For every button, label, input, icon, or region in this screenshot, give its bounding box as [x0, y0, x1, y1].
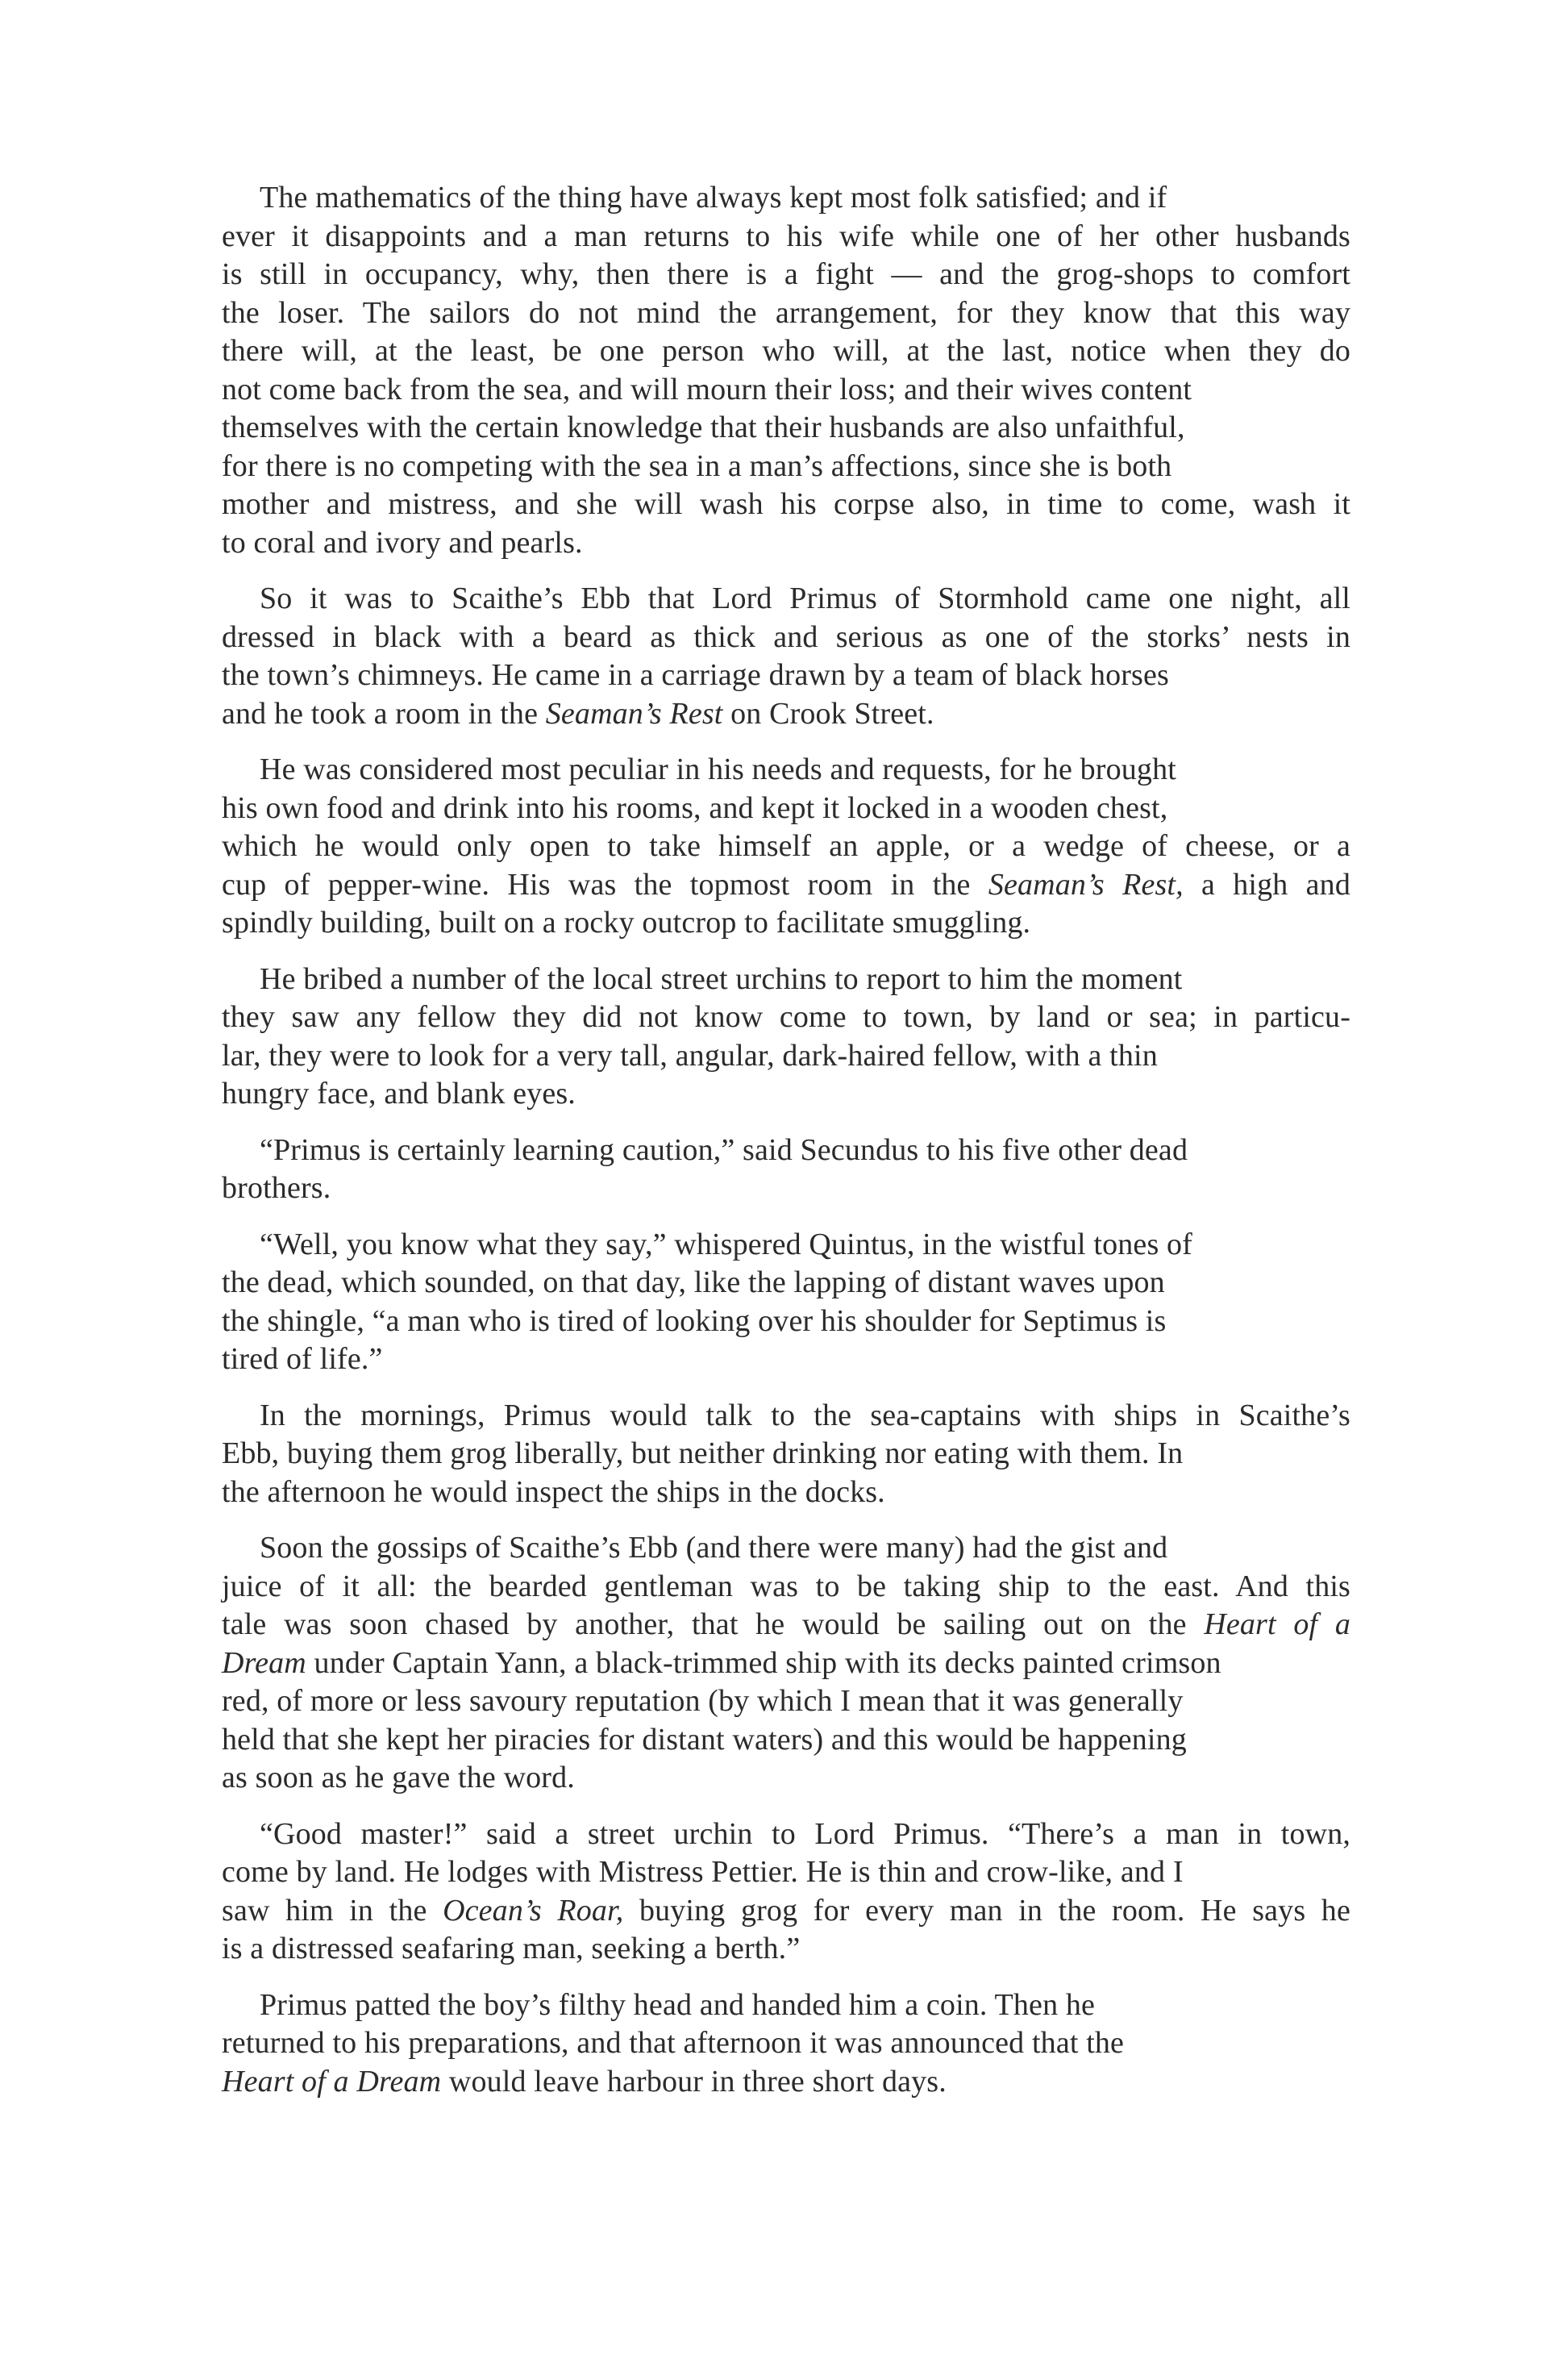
text-line [222, 827, 1350, 866]
text-line [222, 409, 1350, 448]
text-run: and he took a room in the [222, 696, 546, 731]
text-run: on Crook Street. [722, 696, 934, 731]
text-line [222, 1037, 1350, 1076]
text-line [222, 1606, 1350, 1644]
text-run: the afternoon he would inspect the ships in the docks. [222, 1474, 885, 1509]
text-run: returned to his preparations, and that afternoon it was announced that the [222, 2026, 1125, 2060]
text-run: spindly building, built on a rocky outcrop to facilitate smuggling. [222, 906, 1031, 940]
text-line [222, 1435, 1350, 1473]
text-run: held that she kept her piracies for distant waters) and this would be happening [222, 1722, 1187, 1757]
text-run: the town’s chimneys. He came in a carriage drawn by a team of black horses [222, 658, 1169, 692]
italic-title: Seaman’s Rest [545, 696, 723, 731]
text-line [222, 751, 1350, 790]
text-line [222, 619, 1350, 657]
text-run: He bribed a number of the local street urchins to report to him the moment [260, 961, 1183, 996]
text-run: He was considered most peculiar in his needs and requests, for he brought [260, 752, 1176, 786]
text-run: his own food and drink into his rooms, and kept it locked in a wooden chest, [222, 790, 1168, 825]
text-run: themselves with the certain knowledge that their husbands are also unfaithful, [222, 411, 1185, 444]
text-run: “Good master!” said a street urchin to Lord Primus. “There’s a man in town, [260, 1816, 1350, 1851]
text-line [222, 1568, 1350, 1607]
text-run: the loser. The sailors do not mind the arrangement, for they know that this way [222, 295, 1350, 330]
text-line [222, 1075, 1350, 1114]
text-line [222, 1853, 1350, 1892]
text-run: “Well, you know what they say,” whispered Quintus, in the wistful tones of [260, 1227, 1192, 1261]
text-run: to coral and ivory and pearls. [222, 525, 583, 560]
text-line [222, 961, 1350, 999]
text-line [222, 524, 1350, 563]
text-run: ever it disappoints and a man returns to his wife while one of her other husbands [222, 219, 1350, 253]
text-run: is still in occupancy, why, then there is a fight — and the grog-shops to comfort [222, 257, 1350, 291]
text-line [222, 1340, 1350, 1379]
text-line [222, 1132, 1350, 1170]
text-run: “Primus is certainly learning caution,” said Secundus to his five other dead [260, 1132, 1188, 1167]
text-run: under Captain Yann, a black-trimmed ship with its decks painted crimson [306, 1645, 1221, 1680]
text-run: mother and mistress, and she will wash his corpse also, in time to come, wash it [222, 487, 1350, 521]
text-line [222, 998, 1350, 1037]
text-run: come by land. He lodges with Mistress Pettier. He is thin and crow-like, and I [222, 1855, 1184, 1889]
text-run: there will, at the least, be one person who will, at the last, notice when they do [222, 334, 1350, 368]
text-line [222, 2024, 1350, 2063]
text-line [222, 179, 1350, 218]
text-run: is a distressed seafaring man, seeking a berth.” [222, 1932, 801, 1965]
text-line [222, 1986, 1350, 2025]
text-run: In the mornings, Primus would talk to the sea-captains with ships in Scaithe’s [260, 1398, 1350, 1432]
text-line [222, 656, 1350, 695]
text-run: hungry face, and blank eyes. [222, 1077, 576, 1111]
text-run: which he would only open to take himself an apple, or a wedge of cheese, or a [222, 829, 1350, 863]
italic-title: Heart of a Dream [222, 2064, 442, 2099]
italic-title: Dream [222, 1645, 306, 1680]
italic-title: Seaman’s Rest, [988, 867, 1184, 902]
book-page [222, 179, 1350, 2119]
text-run: dressed in black with a beard as thick and serious as one of the storks’ nests in [222, 619, 1350, 654]
text-line [222, 695, 1350, 734]
text-line [222, 1930, 1350, 1969]
text-run: juice of it all: the bearded gentleman was to be taking ship to the east. And this [222, 1569, 1350, 1603]
text-line [222, 1226, 1350, 1265]
text-line [222, 256, 1350, 294]
text-line [222, 1169, 1350, 1208]
text-line [222, 486, 1350, 524]
text-line [222, 1397, 1350, 1436]
text-run: for there is no competing with the sea in a man’s affections, since she is both [222, 448, 1172, 483]
text-run: buying grog for every man in the room. He says he [623, 1893, 1350, 1928]
text-run: brothers. [222, 1171, 331, 1205]
text-run: Soon the gossips of Scaithe’s Ebb (and there were many) had the gist and [260, 1531, 1168, 1565]
text-line [222, 448, 1350, 486]
text-line [222, 1473, 1350, 1512]
text-run: a high and [1183, 867, 1350, 902]
italic-title: Heart of a [1204, 1607, 1350, 1641]
text-line [222, 1644, 1350, 1683]
paragraph [222, 1397, 1350, 1512]
paragraph [222, 1132, 1350, 1208]
text-run: Ebb, buying them grog liberally, but neither drinking nor eating with them. In [222, 1436, 1184, 1470]
text-line [222, 1892, 1350, 1931]
text-run: The mathematics of the thing have always kept most folk satisfied; and if [260, 181, 1167, 215]
paragraph [222, 751, 1350, 943]
italic-title: Ocean’s Roar, [443, 1893, 624, 1928]
text-run: tired of life.” [222, 1342, 383, 1376]
text-line [222, 1303, 1350, 1341]
text-line [222, 2063, 1350, 2102]
text-line [222, 1264, 1350, 1303]
text-line [222, 866, 1350, 905]
paragraph [222, 1815, 1350, 1969]
text-line [222, 332, 1350, 371]
text-run: So it was to Scaithe’s Ebb that Lord Primus of Stormhold came one night, all [260, 581, 1350, 615]
text-run: Primus patted the boy’s filthy head and handed him a coin. Then he [260, 1987, 1096, 2022]
text-line [222, 1815, 1350, 1854]
text-line [222, 1721, 1350, 1760]
paragraph [222, 1226, 1350, 1379]
text-run: saw him in the [222, 1893, 443, 1928]
text-run: red, of more or less savoury reputation (by which I mean that it was generally [222, 1684, 1184, 1718]
paragraph [222, 1986, 1350, 2102]
text-line [222, 1682, 1350, 1721]
paragraph [222, 961, 1350, 1114]
text-run: tale was soon chased by another, that he would be sailing out on the [222, 1607, 1205, 1641]
text-run: as soon as he gave the word. [222, 1761, 575, 1794]
text-line [222, 371, 1350, 410]
paragraph [222, 1529, 1350, 1798]
text-run: cup of pepper-wine. His was the topmost room in the [222, 867, 988, 902]
text-run: the dead, which sounded, on that day, like the lapping of distant waves upon [222, 1265, 1165, 1299]
text-run: the shingle, “a man who is tired of looking over his shoulder for Septimus is [222, 1303, 1167, 1338]
text-line [222, 1759, 1350, 1798]
paragraph [222, 580, 1350, 733]
text-line [222, 294, 1350, 333]
text-line [222, 580, 1350, 619]
paragraph [222, 179, 1350, 562]
text-run: lar, they were to look for a very tall, angular, dark-haired fellow, with a thin [222, 1038, 1158, 1073]
text-run: they saw any fellow they did not know come to town, by land or sea; in particu- [222, 1000, 1350, 1034]
text-line [222, 218, 1350, 256]
text-run: would leave harbour in three short days. [441, 2064, 947, 2099]
text-line [222, 904, 1350, 943]
text-run: not come back from the sea, and will mourn their loss; and their wives content [222, 372, 1192, 406]
text-line [222, 1529, 1350, 1568]
text-line [222, 790, 1350, 828]
